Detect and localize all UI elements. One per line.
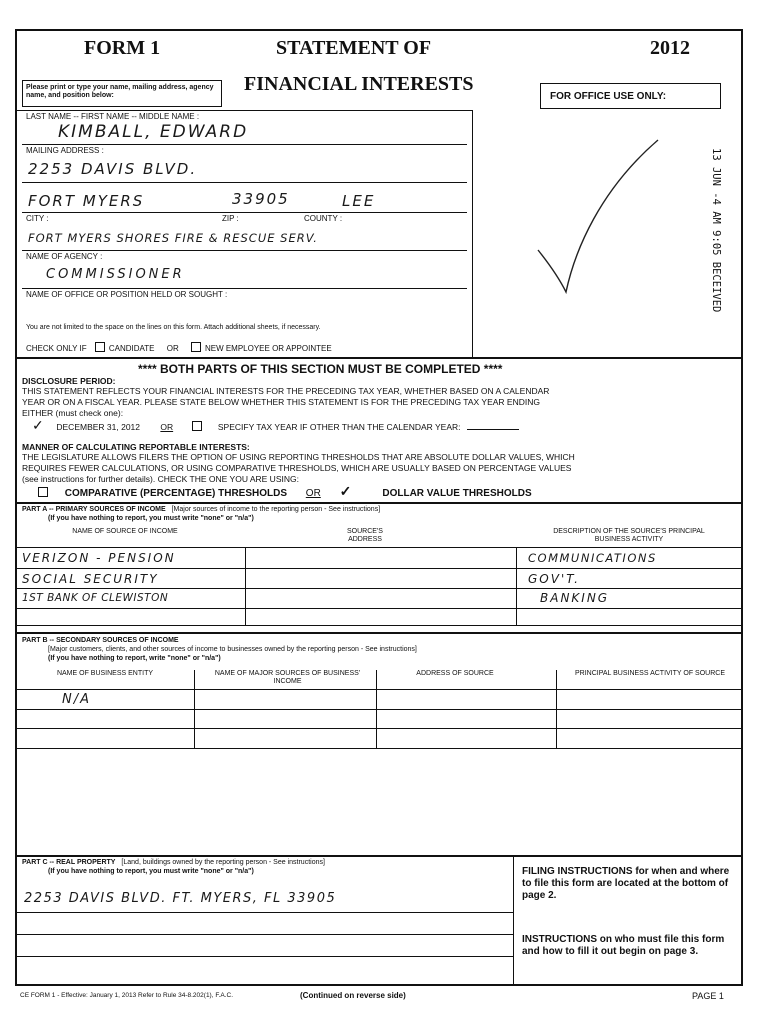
part-c-entry: 2253 DAVIS BLVD. FT. MYERS, FL 33905: [24, 891, 337, 906]
divider: [16, 855, 742, 857]
footer-effective: CE FORM 1 - Effective: January 1, 2013 Refer to Rule 34-8.202(1), F.A.C.: [20, 992, 234, 999]
footer-page: PAGE 1: [692, 991, 724, 1001]
part-a-col1: NAME OF SOURCE OF INCOME: [72, 528, 178, 535]
divider: [245, 547, 246, 625]
form-year: 2012: [650, 37, 690, 59]
instructions-text: on who must file this form and how to fill it out begin on page 3.: [522, 934, 725, 957]
divider: [16, 625, 742, 626]
divider: [513, 855, 514, 985]
position-label: NAME OF OFFICE OR POSITION HELD OR SOUGHT :: [26, 290, 228, 299]
specify-option-label: SPECIFY TAX YEAR IF OTHER THAN THE CALENDAR YEAR:: [217, 422, 461, 432]
part-b-col4: PRINCIPAL BUSINESS ACTIVITY OF SOURCE: [574, 670, 725, 677]
period-line1: THIS STATEMENT REFLECTS YOUR FINANCIAL INTERESTS FOR THE PRECEDING TAX YEAR, WHETHER BASED ON A CALENDAR: [22, 386, 550, 396]
county-label: COUNTY :: [304, 214, 343, 223]
dec-checkmark-icon[interactable]: ✓: [32, 417, 44, 433]
stamp-text: 13 JUN -4 AM 9:05 BECEIVED: [710, 148, 722, 313]
new-employee-label: NEW EMPLOYEE OR APPOINTEE: [204, 344, 332, 353]
divider: [16, 689, 742, 690]
divider: [22, 250, 467, 251]
part-b-col1: NAME OF BUSINESS ENTITY: [56, 670, 154, 677]
period-options: [32, 417, 519, 433]
divider: [16, 502, 742, 504]
name-value: KIMBALL, EDWARD: [58, 122, 249, 142]
title-line2: FINANCIAL INTERESTS: [244, 73, 474, 95]
address-value: 2253 DAVIS BLVD.: [28, 160, 198, 178]
manner-line2: REQUIRES FEWER CALCULATIONS, OR USING COMPARATIVE THRESHOLDS, WHICH ARE USUALLY BASED ON PERCENTAGE VALUES: [22, 463, 572, 473]
office-checkmark: [530, 130, 670, 300]
divider: [16, 728, 742, 729]
part-a-row2-desc: GOV'T.: [528, 572, 580, 586]
part-b-note1: [Major customers, clients, and other sources of income to businesses owned by the reporting person - See instructions]: [48, 646, 417, 653]
who-must-file: [522, 934, 736, 958]
part-c-subnote: (If you have nothing to report, you must write "none" or "n/a"): [48, 868, 254, 875]
part-a-heading-row: [22, 506, 380, 514]
comparative-label: COMPARATIVE (PERCENTAGE) THRESHOLDS: [64, 488, 288, 499]
divider: [556, 670, 557, 748]
part-a-col2: SOURCE'S ADDRESS: [347, 528, 383, 543]
part-a-subnote: (If you have nothing to report, you must write "none" or "n/a"): [48, 515, 254, 522]
divider: [22, 288, 467, 289]
divider: [376, 670, 377, 748]
position-value: COMMISSIONER: [46, 267, 185, 282]
specify-year-field[interactable]: [467, 429, 519, 430]
period-line2: YEAR OR ON A FISCAL YEAR. PLEASE STATE BELOW WHETHER THIS STATEMENT IS FOR THE PRECEDING TAX YEAR ENDING: [22, 397, 540, 407]
divider: [16, 568, 742, 569]
or-label: OR: [166, 344, 179, 353]
part-a-heading: PART A -- PRIMARY SOURCES OF INCOME: [22, 506, 166, 513]
divider: [16, 912, 513, 913]
divider: [22, 212, 467, 213]
part-a-note: [Major sources of income to the reporting person - See instructions]: [171, 506, 381, 513]
threshold-options: [38, 483, 532, 499]
filing-instructions-text: for when and where to file this form are located at the bottom of page 2.: [522, 866, 730, 901]
zip-label: ZIP :: [222, 214, 239, 223]
or-label: OR: [160, 422, 174, 432]
county-value: LEE: [342, 192, 376, 210]
city-value: FORT MYERS: [28, 192, 145, 210]
footer-continued: (Continued on reverse side): [300, 991, 406, 1000]
manner-line1: THE LEGISLATURE ALLOWS FILERS THE OPTION OF USING REPORTING THRESHOLDS THAT ARE ABSOLUTE DOLLAR VALUES, WHICH: [22, 452, 575, 462]
divider: [16, 934, 513, 935]
divider: [16, 956, 513, 957]
divider: [16, 748, 742, 749]
divider: [16, 608, 742, 609]
divider: [16, 357, 742, 359]
print-instructions: Please print or type your name, mailing address, agency name, and position below:: [26, 84, 214, 99]
dec-option-label: DECEMBER 31, 2012: [56, 422, 140, 432]
part-b-note2: (If you have nothing to report, write "none" or "n/a"): [48, 655, 221, 662]
divider: [16, 547, 742, 548]
manner-line3: (see instructions for further details). CHECK THE ONE YOU ARE USING:: [22, 474, 299, 484]
candidate-checkbox[interactable]: [95, 342, 105, 352]
divider: [194, 670, 195, 748]
part-a-row1-desc: COMMUNICATIONS: [528, 551, 657, 565]
part-a-row3-name: 1ST BANK OF CLEWISTON: [22, 592, 169, 604]
agency-value: FORT MYERS SHORES FIRE & RESCUE SERV.: [28, 231, 318, 245]
filing-instructions-title: FILING INSTRUCTIONS: [522, 866, 633, 877]
agency-label: NAME OF AGENCY :: [26, 252, 103, 261]
part-a-row2-name: SOCIAL SECURITY: [22, 572, 159, 586]
specify-checkbox[interactable]: [192, 421, 202, 431]
part-a-row1-name: VERIZON - PENSION: [22, 551, 176, 565]
comparative-checkbox[interactable]: [38, 487, 48, 497]
both-parts-banner: **** BOTH PARTS OF THIS SECTION MUST BE COMPLETED ****: [138, 362, 503, 376]
check-only-label: CHECK ONLY IF: [26, 344, 87, 353]
part-a-col3: DESCRIPTION OF THE SOURCE'S PRINCIPAL BUSINESS ACTIVITY: [553, 528, 705, 543]
part-a-row3-desc: BANKING: [540, 591, 610, 605]
divider: [472, 110, 473, 357]
divider: [16, 632, 742, 634]
new-employee-checkbox[interactable]: [191, 342, 201, 352]
part-b-heading: PART B -- SECONDARY SOURCES OF INCOME: [22, 637, 179, 644]
dollar-checkmark-icon[interactable]: ✓: [339, 483, 352, 499]
title-line1: STATEMENT OF: [276, 37, 432, 59]
dollar-label: DOLLAR VALUE THRESHOLDS: [382, 488, 532, 499]
manner-heading: MANNER OF CALCULATING REPORTABLE INTERESTS:: [22, 442, 250, 452]
name-label: LAST NAME -- FIRST NAME -- MIDDLE NAME :: [26, 112, 200, 121]
divider: [16, 110, 472, 111]
received-stamp: [710, 148, 724, 338]
divider: [16, 588, 742, 589]
part-c-note: [Land, buildings owned by the reporting person - See instructions]: [121, 859, 325, 866]
period-heading: DISCLOSURE PERIOD:: [22, 376, 116, 386]
part-b-col2: NAME OF MAJOR SOURCES OF BUSINESS' INCOME: [214, 670, 361, 685]
instructions-title: INSTRUCTIONS: [522, 934, 597, 945]
office-use-label: FOR OFFICE USE ONLY:: [550, 91, 667, 102]
check-only-row: [26, 342, 332, 353]
divider: [22, 144, 467, 145]
city-label: CITY :: [26, 214, 49, 223]
address-label: MAILING ADDRESS :: [26, 146, 104, 155]
filing-instructions: [522, 866, 736, 902]
form-number: FORM 1: [84, 37, 161, 59]
candidate-label: CANDIDATE: [108, 344, 155, 353]
part-c-heading: PART C -- REAL PROPERTY: [22, 859, 116, 866]
part-b-col3: ADDRESS OF SOURCE: [416, 670, 494, 677]
or-label: OR: [305, 488, 321, 499]
part-b-entry: N/A: [62, 692, 91, 707]
divider: [516, 547, 517, 625]
zip-value: 33905: [232, 190, 290, 208]
space-note: You are not limited to the space on the lines on this form. Attach additional sheets, if necessary.: [26, 324, 321, 331]
divider: [22, 182, 467, 183]
divider: [16, 709, 742, 710]
part-c-heading-row: [22, 859, 325, 867]
period-line3: EITHER (must check one):: [22, 408, 124, 418]
